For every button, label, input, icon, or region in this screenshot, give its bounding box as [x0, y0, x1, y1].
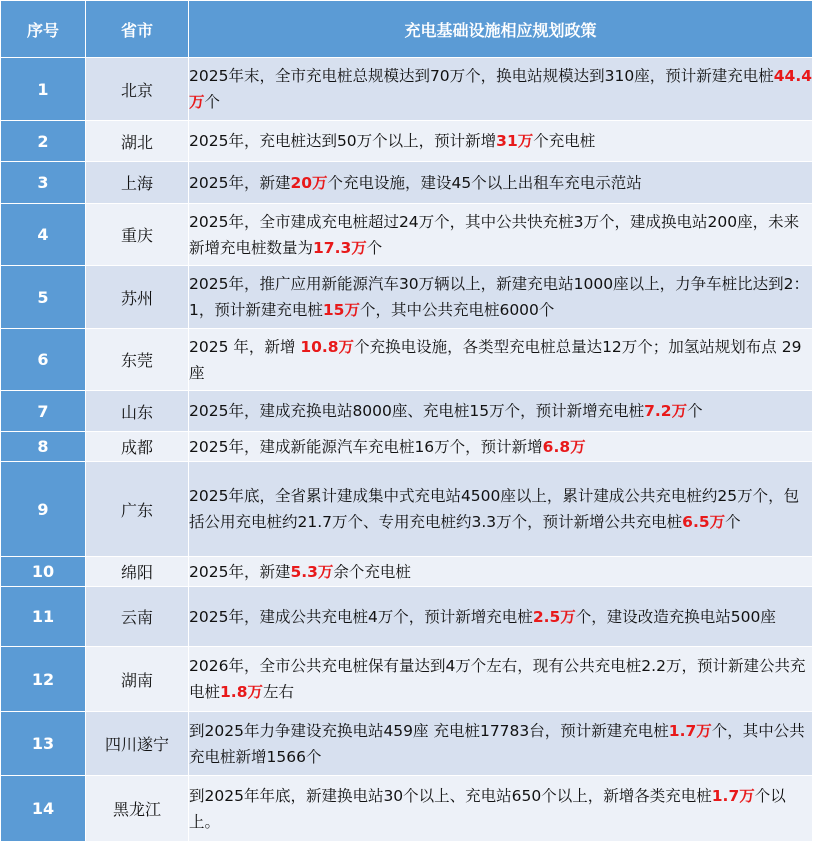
- row-province: 东莞: [86, 329, 189, 391]
- row-policy: [189, 329, 813, 391]
- row-no: 10: [1, 557, 86, 587]
- policy-text: 余个充电桩: [333, 562, 411, 581]
- table-row: [1, 712, 813, 776]
- table-row: [1, 329, 813, 391]
- highlight-figure: 1.7万: [711, 786, 755, 805]
- table-row: [1, 432, 813, 462]
- highlight-figure: 5.3万: [290, 562, 334, 581]
- policy-text: 个: [725, 513, 741, 531]
- row-province: 广东: [86, 462, 189, 557]
- row-no: 5: [1, 266, 86, 329]
- row-no: 6: [1, 329, 86, 391]
- policy-text: 2025年，新建: [189, 562, 291, 581]
- highlight-figure: 44.4万: [189, 67, 813, 111]
- row-policy: [189, 162, 813, 204]
- row-province: 成都: [86, 432, 189, 462]
- row-no: 1: [1, 58, 86, 121]
- row-province: 云南: [86, 587, 189, 647]
- highlight-figure: 6.5万: [682, 513, 726, 531]
- policy-text: 个充电设施，建设45个以上出租车充电示范站: [327, 173, 642, 192]
- row-policy: [189, 587, 813, 647]
- highlight-figure: 1.8万: [220, 683, 263, 701]
- highlight-figure: 2.5万: [532, 607, 576, 626]
- table-row: [1, 557, 813, 587]
- table-row: [1, 121, 813, 162]
- policy-text: 2025年，建成新能源汽车充电桩16万个，预计新增: [189, 437, 543, 456]
- policy-text: 个，其中公共充电桩新增1566个: [189, 721, 805, 766]
- policy-text: 2025年，建成充换电站8000座、充电桩15万个，预计新增充电桩: [189, 402, 645, 420]
- table-body: [1, 58, 813, 842]
- highlight-figure: 31万: [496, 132, 534, 150]
- header-policy: 充电基础设施相应规划政策: [189, 1, 813, 58]
- policy-text: 个以上。: [189, 786, 786, 831]
- table-header-row: [1, 1, 813, 58]
- row-policy: [189, 776, 813, 842]
- row-province: 湖南: [86, 647, 189, 712]
- table-row: [1, 58, 813, 121]
- policy-text: 2025年末，全市充电桩总规模达到70万个，换电站规模达到310座，预计新建充电桩: [189, 67, 774, 85]
- header-province: 省市: [86, 1, 189, 58]
- row-no: 2: [1, 121, 86, 162]
- row-province: 上海: [86, 162, 189, 204]
- row-no: 9: [1, 462, 86, 557]
- highlight-figure: 7.2万: [644, 402, 688, 420]
- table-row: [1, 587, 813, 647]
- row-province: 黑龙江: [86, 776, 189, 842]
- row-province: 四川遂宁: [86, 712, 189, 776]
- table-row: [1, 462, 813, 557]
- policy-text: 到2025年年底，新建换电站30个以上、充电站650个以上，新增各类充电桩: [189, 786, 712, 805]
- policy-text: 个充换电设施，各类型充电桩总量达12万个；加氢站规划布点 29 座: [189, 337, 802, 382]
- table-row: [1, 266, 813, 329]
- policy-text: 个: [687, 402, 703, 420]
- highlight-figure: 10.8万: [300, 337, 355, 356]
- row-policy: [189, 712, 813, 776]
- row-province: 北京: [86, 58, 189, 121]
- row-no: 14: [1, 776, 86, 842]
- policy-text: 2026年，全市公共充电桩保有量达到4万个左右，现有公共充电桩2.2万，预计新建公共充电桩: [189, 657, 806, 701]
- row-policy: [189, 204, 813, 266]
- policy-text: 2025年，建成公共充电桩4万个，预计新增充电桩: [189, 607, 533, 626]
- policy-text: 2025年，全市建成充电桩超过24万个，其中公共快充桩3万个，建成换电站200座，未来新增充电桩数量为: [189, 212, 800, 257]
- row-province: 山东: [86, 391, 189, 432]
- table-row: [1, 647, 813, 712]
- row-policy: [189, 432, 813, 462]
- highlight-figure: 1.7万: [668, 721, 712, 740]
- policy-text: 2025 年，新增: [189, 337, 301, 356]
- row-province: 绵阳: [86, 557, 189, 587]
- policy-text: 2025年，充电桩达到50万个以上，预计新增: [189, 132, 497, 150]
- row-no: 4: [1, 204, 86, 266]
- table-row: [1, 776, 813, 842]
- row-province: 重庆: [86, 204, 189, 266]
- table-row: [1, 204, 813, 266]
- highlight-figure: 15万: [322, 301, 360, 319]
- highlight-figure: 17.3万: [313, 238, 367, 257]
- row-policy: [189, 462, 813, 557]
- highlight-figure: 6.8万: [542, 437, 586, 456]
- policy-text: 到2025年力争建设充换电站459座 充电桩17783台，预计新建充电桩: [189, 721, 669, 740]
- policy-text: 2025年底，全省累计建成集中式充电站4500座以上，累计建成公共充电桩约25万个，包括公用充电桩约21.7万个、专用充电桩约3.3万个，预计新增公共充电桩: [189, 487, 800, 531]
- header-no: 序号: [1, 1, 86, 58]
- row-policy: [189, 647, 813, 712]
- row-no: 8: [1, 432, 86, 462]
- policy-text: 个: [204, 93, 221, 111]
- row-no: 13: [1, 712, 86, 776]
- row-policy: [189, 557, 813, 587]
- row-province: 湖北: [86, 121, 189, 162]
- row-no: 3: [1, 162, 86, 204]
- row-province: 苏州: [86, 266, 189, 329]
- row-policy: [189, 391, 813, 432]
- row-policy: [189, 266, 813, 329]
- policy-text: 左右: [262, 683, 294, 701]
- policy-text: 个: [366, 238, 383, 257]
- row-no: 12: [1, 647, 86, 712]
- table-row: [1, 391, 813, 432]
- policy-text: 2025年，新建: [189, 173, 291, 192]
- policy-text: 个，其中公共充电桩6000个: [359, 301, 555, 319]
- row-policy: [189, 58, 813, 121]
- table-row: [1, 162, 813, 204]
- policy-text: 个充电桩: [533, 132, 596, 150]
- row-no: 11: [1, 587, 86, 647]
- row-no: 7: [1, 391, 86, 432]
- highlight-figure: 20万: [290, 173, 328, 192]
- policy-text: 2025年，推广应用新能源汽车30万辆以上，新建充电站1000座以上，力争车桩比达到2：1，预计新建充电桩: [189, 275, 809, 319]
- row-policy: [189, 121, 813, 162]
- policy-text: 个，建设改造充换电站500座: [575, 607, 776, 626]
